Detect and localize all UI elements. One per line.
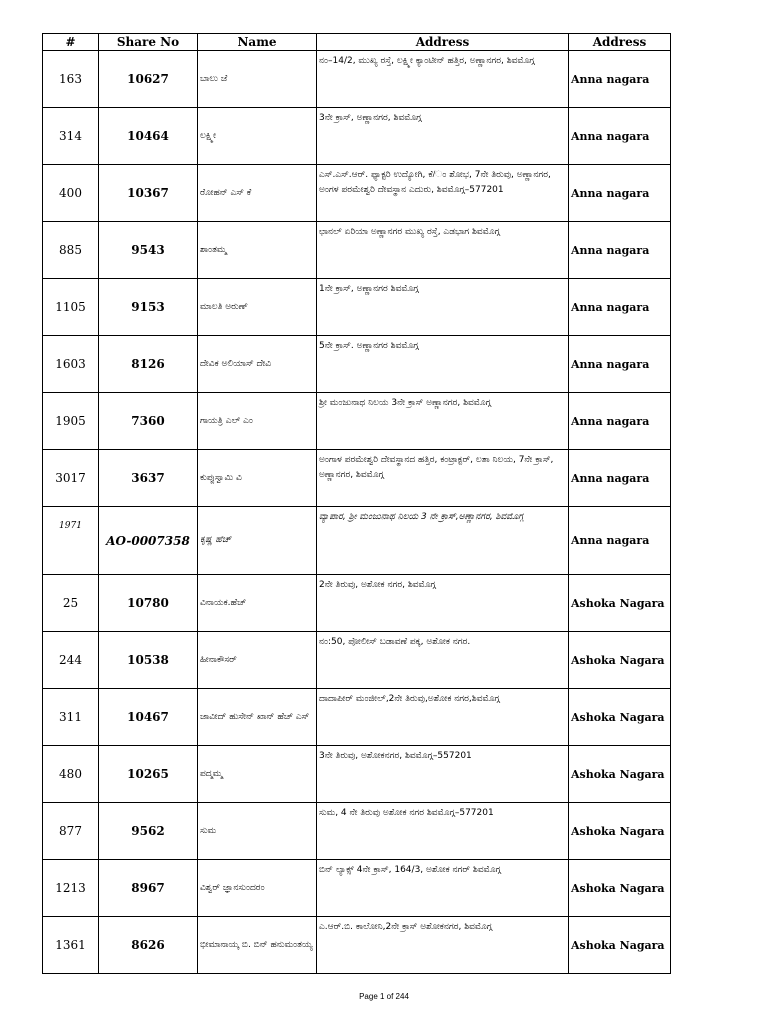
cell-area: Ashoka Nagara xyxy=(569,632,671,689)
cell-number: 877 xyxy=(43,803,99,860)
cell-area: Anna nagara xyxy=(569,222,671,279)
col-header-area: Address xyxy=(569,34,671,51)
cell-name: ಬಾಲು ಜೆ xyxy=(198,51,317,108)
header-row xyxy=(43,34,671,51)
cell-share-no: 10367 xyxy=(99,165,198,222)
cell-number: 1971 xyxy=(43,507,99,575)
cell-share-no: 9543 xyxy=(99,222,198,279)
cell-area: Anna nagara xyxy=(569,165,671,222)
table-row xyxy=(43,450,671,507)
shareholder-table xyxy=(42,33,671,974)
cell-name: ಕೃಷ್ಣ ಹೆಚ್ xyxy=(198,507,317,575)
cell-area: Ashoka Nagara xyxy=(569,746,671,803)
table-row xyxy=(43,746,671,803)
cell-number: 311 xyxy=(43,689,99,746)
col-header-share-no: Share No xyxy=(99,34,198,51)
cell-name: ಶಾಂತಮ್ಮ xyxy=(198,222,317,279)
cell-name: ಕುಪ್ಪುಸ್ವಾಮಿ ವಿ xyxy=(198,450,317,507)
cell-address: ನಂ:50, ಪೋಲೀಸ್ ಬಡಾವಣೆ ಪಕ್ಕ, ಅಶೋಕ ನಗರ. xyxy=(317,632,569,689)
cell-share-no: 8967 xyxy=(99,860,198,917)
table-body xyxy=(43,51,671,974)
cell-area: Anna nagara xyxy=(569,450,671,507)
cell-name: ರೋಹನ್ ಎಸ್ ಕೆ xyxy=(198,165,317,222)
table-row xyxy=(43,803,671,860)
col-header-number: # xyxy=(43,34,99,51)
cell-share-no: 10538 xyxy=(99,632,198,689)
cell-name: ವಿನಾಯಕ.ಹೆಚ್ xyxy=(198,575,317,632)
cell-area: Ashoka Nagara xyxy=(569,803,671,860)
cell-number: 1213 xyxy=(43,860,99,917)
cell-name: ಪದ್ಮಮ್ಮ xyxy=(198,746,317,803)
cell-address: ಎಸ್.ಎಸ್.ಆರ್. ಫ್ಯಾಕ್ಟರಿ ಉದ್ಯೋಗಿ, ಕೆ/ಂ ಶೋಭ, 7ನೇ ತಿರುವು, ಅಣ್ಣಾನಗರ, ಅಂಗಳ ಪರಮೇಶ್ವರಿ ದೇವಸ್ಥಾನ ಎದುರು, ಶಿವಮೊಗ್ಗ–577201 xyxy=(317,165,569,222)
cell-share-no: 10627 xyxy=(99,51,198,108)
cell-address: ವ್ಯಾಪಾರ, ಶ್ರೀ ಮಂಜುನಾಥ ನಿಲಯ 3 ನೇ ಕ್ರಾಸ್,ಅಣ್ಣಾನಗರ, ಶಿವಮೊಗ್ಗ xyxy=(317,507,569,575)
cell-number: 244 xyxy=(43,632,99,689)
cell-share-no: 9153 xyxy=(99,279,198,336)
cell-address: 3ನೇ ಕ್ರಾಸ್, ಅಣ್ಣಾನಗರ, ಶಿವಮೊಗ್ಗ xyxy=(317,108,569,165)
cell-address: 3ನೇ ತಿರುವು, ಅಶೋಕನಗರ, ಶಿವಮೊಗ್ಗ–557201 xyxy=(317,746,569,803)
cell-name: ಲಕ್ಷ್ಮೀ xyxy=(198,108,317,165)
table-row xyxy=(43,279,671,336)
cell-share-no: 8126 xyxy=(99,336,198,393)
cell-number: 163 xyxy=(43,51,99,108)
cell-name: ವಿಶ್ವರ್ ಜ್ಞಾನಸುಂದರಂ xyxy=(198,860,317,917)
cell-number: 1105 xyxy=(43,279,99,336)
cell-address: ಅಂಗಾಳ ಪರಮೇಶ್ವರಿ ದೇವಸ್ಥಾನದ ಹತ್ತಿರ, ಕಂಟ್ರಾಕ್ಟರ್, ಲತಾ ನಿಲಯ, 7ನೇ ಕ್ರಾಸ್, ಅಣ್ಣಾನಗರ, ಶಿವಮೊಗ್ಗ xyxy=(317,450,569,507)
cell-name: ದೇವಿಕ ಅಲಿಯಾಸ್ ದೇವಿ xyxy=(198,336,317,393)
cell-address: 5ನೇ ಕ್ರಾಸ್. ಅಣ್ಣಾನಗರ ಶಿವಮೊಗ್ಗ xyxy=(317,336,569,393)
table-row xyxy=(43,632,671,689)
cell-area: Ashoka Nagara xyxy=(569,917,671,974)
cell-address: 1ನೇ ಕ್ರಾಸ್, ಅಣ್ಣಾನಗರ ಶಿವಮೊಗ್ಗ xyxy=(317,279,569,336)
table-row xyxy=(43,222,671,279)
cell-area: Anna nagara xyxy=(569,393,671,450)
table-row xyxy=(43,860,671,917)
cell-address: ದಾದಾಪೀರ್ ಮಂಜೀಲ್,2ನೇ ತಿರುವು,ಅಶೋಕ ನಗರ,ಶಿವಮೊಗ್ಗ xyxy=(317,689,569,746)
cell-address: ಎ.ಆರ್.ಬಿ. ಕಾಲೋನಿ,2ನೇ ಕ್ರಾಸ್ ಅಶೋಕನಗರ, ಶಿವಮೊಗ್ಗ xyxy=(317,917,569,974)
cell-address: ನಂ–14/2, ಮುಖ್ಯ ರಸ್ತೆ, ಲಕ್ಷ್ಮೀ ಕ್ಯಾಂಟೀನ್ ಹತ್ತಿರ, ಅಣ್ಣಾನಗರ, ಶಿವಮೊಗ್ಗ xyxy=(317,51,569,108)
cell-address: ಛಾನಲ್ ಏರಿಯಾ ಅಣ್ಣಾನಗರ ಮುಖ್ಯ ರಸ್ತೆ, ಎಡಭಾಗ ಶಿವಮೊಗ್ಗ xyxy=(317,222,569,279)
page-footer: Page 1 of 244 xyxy=(359,992,409,1001)
table-row xyxy=(43,393,671,450)
cell-share-no: 10464 xyxy=(99,108,198,165)
cell-number: 480 xyxy=(43,746,99,803)
cell-number: 1361 xyxy=(43,917,99,974)
cell-number: 1603 xyxy=(43,336,99,393)
table-row xyxy=(43,108,671,165)
cell-share-no: 3637 xyxy=(99,450,198,507)
cell-number: 885 xyxy=(43,222,99,279)
cell-share-no: AO-0007358 xyxy=(99,507,198,575)
cell-area: Ashoka Nagara xyxy=(569,689,671,746)
table-row xyxy=(43,689,671,746)
table-row xyxy=(43,575,671,632)
cell-number: 314 xyxy=(43,108,99,165)
cell-area: Ashoka Nagara xyxy=(569,575,671,632)
col-header-address: Address xyxy=(317,34,569,51)
cell-number: 3017 xyxy=(43,450,99,507)
table-row xyxy=(43,165,671,222)
cell-number: 1905 xyxy=(43,393,99,450)
cell-area: Anna nagara xyxy=(569,51,671,108)
cell-area: Anna nagara xyxy=(569,507,671,575)
cell-area: Anna nagara xyxy=(569,279,671,336)
cell-share-no: 10467 xyxy=(99,689,198,746)
col-header-name: Name xyxy=(198,34,317,51)
table-row xyxy=(43,51,671,108)
cell-number: 400 xyxy=(43,165,99,222)
cell-address: ಬಿನ್ ಲ್ಯಾಕ್ಸ್ 4ನೇ ಕ್ರಾಸ್, 164/3, ಅಶೋಕ ನಗರ್ ಶಿವಮೊಗ್ಗ xyxy=(317,860,569,917)
cell-address: ಸುಮ, 4 ನೇ ತಿರುವು ಅಶೋಕ ನಗರ ಶಿವಮೊಗ್ಗ–577201 xyxy=(317,803,569,860)
cell-address: 2ನೇ ತಿರುವು, ಅಶೋಕ ನಗರ, ಶಿವಮೊಗ್ಗ xyxy=(317,575,569,632)
cell-name: ಜಾವೀದ್ ಹುಸೇನ್ ಖಾನ್ ಹೆಚ್ ಎಸ್ xyxy=(198,689,317,746)
cell-name: ಹೀನಾಕೌಸರ್ xyxy=(198,632,317,689)
cell-share-no: 7360 xyxy=(99,393,198,450)
table-row xyxy=(43,917,671,974)
cell-name: ಭೀಮಾನಾಯ್ಕ ಬಿ. ಬಿನ್ ಹನುಮಂತಯ್ಯ xyxy=(198,917,317,974)
cell-area: Anna nagara xyxy=(569,336,671,393)
cell-share-no: 10780 xyxy=(99,575,198,632)
cell-number: 25 xyxy=(43,575,99,632)
cell-area: Ashoka Nagara xyxy=(569,860,671,917)
cell-area: Anna nagara xyxy=(569,108,671,165)
cell-name: ಸುಮ xyxy=(198,803,317,860)
table-row xyxy=(43,507,671,575)
cell-share-no: 9562 xyxy=(99,803,198,860)
cell-share-no: 8626 xyxy=(99,917,198,974)
table-row xyxy=(43,336,671,393)
cell-address: ಶ್ರೀ ಮಂಜುನಾಥ ನಿಲಯ 3ನೇ ಕ್ರಾಸ್ ಅಣ್ಣಾನಗರ, ಶಿವಮೊಗ್ಗ xyxy=(317,393,569,450)
cell-name: ಮಾಲತಿ ಅರುಣ್ xyxy=(198,279,317,336)
cell-share-no: 10265 xyxy=(99,746,198,803)
cell-name: ಗಾಯತ್ರಿ ಎಲ್ ಎಂ xyxy=(198,393,317,450)
